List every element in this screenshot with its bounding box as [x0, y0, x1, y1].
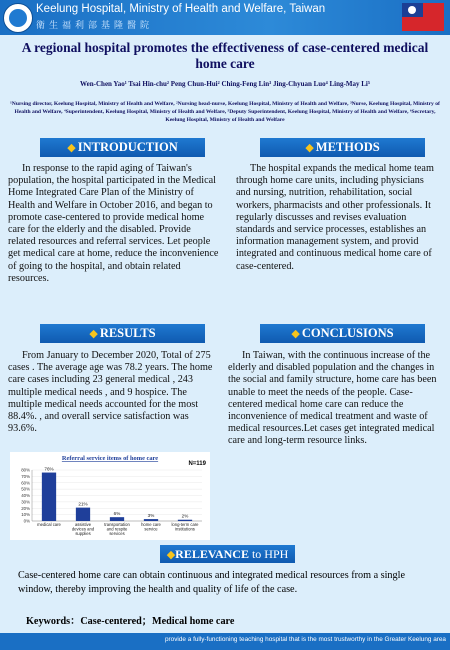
diamond-icon: ◆ [305, 141, 314, 154]
footer-text: provide a fully-functioning teaching hospital that is the most trustworthy in the Greater Keelung area [165, 636, 446, 643]
bar [144, 519, 158, 521]
x-tick-label: home care service [141, 522, 161, 532]
y-tick-label: 30% [21, 499, 30, 505]
data-label: 76% [44, 466, 54, 472]
section-heading-conclusions: ◆ CONCLUSIONS [260, 324, 425, 343]
chart-title: Referral service items of home care [61, 455, 159, 462]
bar [178, 520, 192, 521]
poster-title: A regional hospital promotes the effectiveness of case-centered medical home care [21, 40, 429, 71]
x-tick-label: transportation and respite services [104, 522, 130, 537]
data-label: 6% [113, 511, 121, 517]
y-tick-label: 0% [23, 518, 30, 524]
header-bar [0, 0, 450, 35]
data-label: 2% [181, 513, 189, 519]
introduction-text: In response to the rapid aging of Taiwan's population, the hospital participated in the Medical Home Integrated Care Plan of the Ministry of Health and Welfare in October 2016, and began to promote case-centered to provide medical home care for the elderly and the disabled. Provide related resources and referral services. Let people get medical care at home, reduce the inconvenience of going to the hospital, and obtain related resources. [8, 163, 219, 284]
hospital-logo-icon [3, 3, 33, 33]
y-tick-label: 20% [21, 505, 30, 511]
conclusions-text: In Taiwan, with the continuous increase of the elderly and disabled population and the changes in the social and family structure, home care has been unable to meet the needs of the people. Case-centered medical home care can reduce the inconvenience of medical treatment and waste of medical resources.Let cases get integrated medical care and long-term resource links. [228, 350, 437, 447]
diamond-icon: ◆ [89, 327, 98, 340]
chart-annotation: N=119 [188, 461, 206, 467]
taiwan-flag-icon [402, 3, 444, 31]
hospital-name-zh: 衛生福利部基隆醫院 [36, 21, 154, 31]
y-tick-label: 50% [21, 486, 30, 492]
y-tick-label: 60% [21, 480, 30, 486]
section-heading-relevance: ◆RELEVANCE to HPH [160, 545, 295, 563]
hospital-name-en: Keelung Hospital, Ministry of Health and Welfare, Taiwan [36, 3, 326, 15]
section-heading-introduction: ◆ INTRODUCTION [40, 138, 205, 157]
data-label: 3% [147, 513, 155, 519]
y-tick-label: 40% [21, 493, 30, 498]
x-tick-label: long-term care institutions [171, 522, 199, 532]
diamond-icon: ◆ [67, 141, 76, 154]
footer-bar [0, 633, 450, 650]
diamond-icon: ◆ [166, 548, 176, 561]
section-heading-methods: ◆ METHODS [260, 138, 425, 157]
bar [110, 517, 124, 521]
y-tick-label: 80% [21, 467, 30, 473]
authors: Wen-Chen Yao¹ Tsai Hin-chu² Peng Chun-Hui² Ching-Feng Lin³ Jing-Chyuan Luo⁴ Ling-May Li⁵ [80, 80, 370, 88]
relevance-text: Case-centered home care can obtain continuous and integrated medical resources from a single window, thereby improving the health and quality of life of the case. [18, 570, 405, 595]
referral-services-chart [10, 452, 210, 540]
data-label: 21% [78, 501, 88, 507]
x-tick-label: medical care [37, 522, 61, 527]
y-tick-label: 10% [21, 512, 30, 518]
affiliations: ¹Nursing director, Keelung Hospital, Ministry of Health and Welfare, ²Nursing head-nurse, Keelung Hospital, Ministry of Health and Welfare, ³Nurse, Keelung Hospital, Ministry of Health and Welfare, ⁴Superintendent, Keelung Hospital, Ministry of Health and Welfare, ⁵Deputy Superintendent, Keelung Hospital, Ministry of Health and Welfare, ⁶Secretary, Keelung Hospital, Ministry of Health and Welfare [10, 101, 440, 123]
keywords: Keywords：Case-centered；Medical home care [26, 616, 235, 627]
methods-text: The hospital expands the medical home team through home care units, including physicians and nursing, nutrition, rehabilitation, social workers, pharmacists and other professionals. It regularly discusses and revises evaluation standards and service processes, establishes an information management system, and provid integrated and continuous medical home care of case-centered. [236, 163, 434, 272]
x-tick-label: assistive devices and supplies [71, 522, 95, 537]
y-tick-label: 70% [21, 473, 30, 479]
results-text: From January to December 2020, Total of 275 cases . The average age was 78.2 years. The home care cases including 23 general medical , 243 multiple medical needs , and 9 hospice. The multiple medical needs accounted for the most 88.4%. , and overall service satisfaction was 93.6%. [8, 350, 213, 435]
section-heading-results: ◆ RESULTS [40, 324, 205, 343]
bar [76, 508, 90, 521]
bar [42, 473, 56, 521]
diamond-icon: ◆ [291, 327, 300, 340]
